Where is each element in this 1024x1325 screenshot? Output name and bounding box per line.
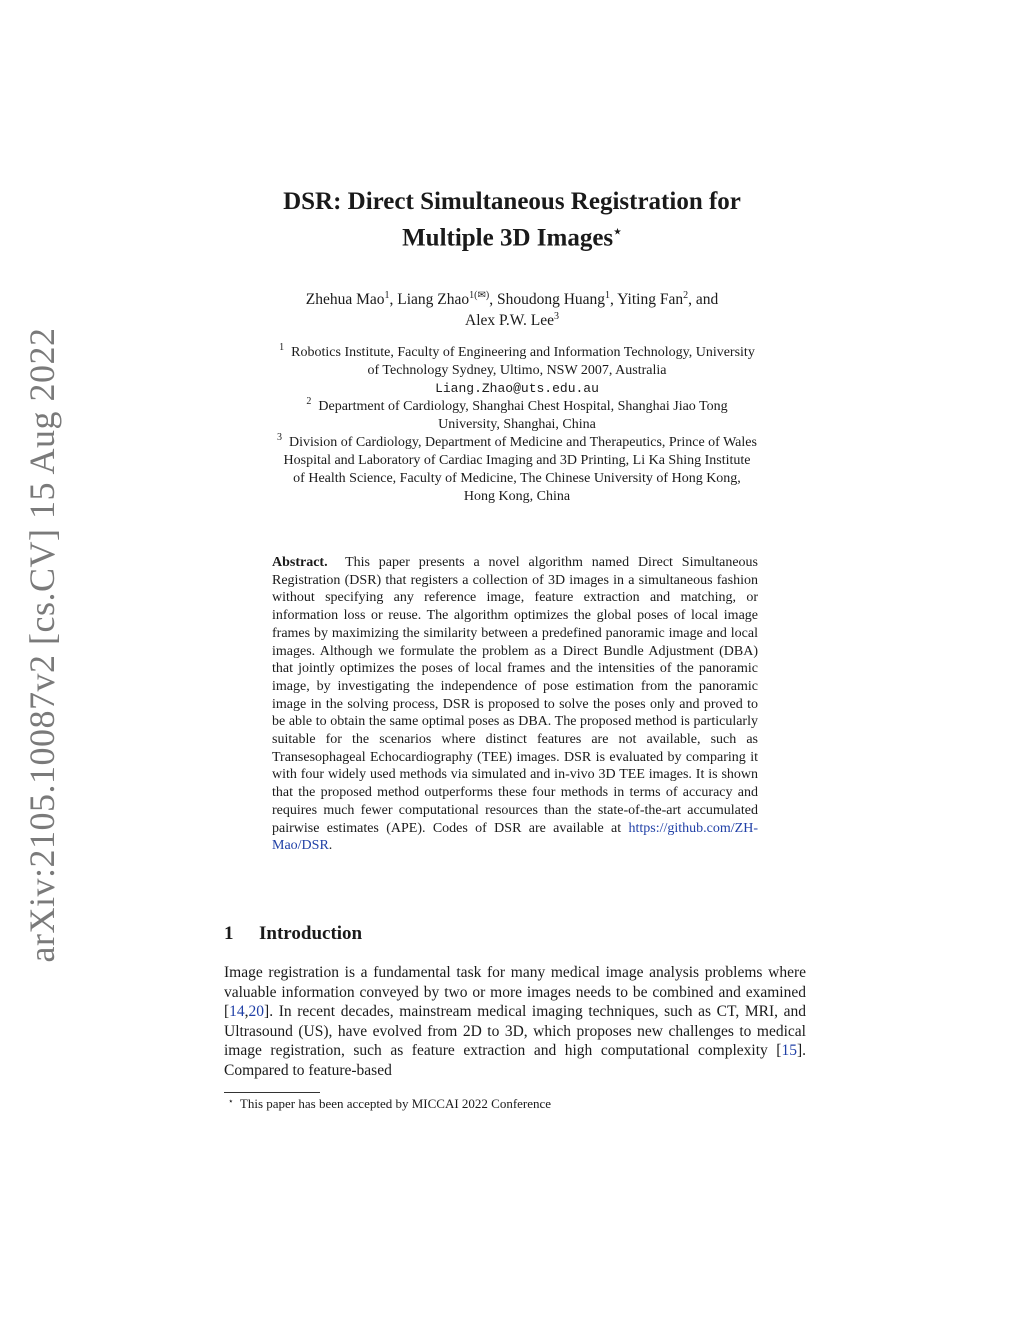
- affiliation-2-line-2: University, Shanghai, China: [438, 417, 596, 432]
- introduction-paragraph: [224, 963, 806, 1080]
- affiliation-3-line-3: of Health Science, Faculty of Medicine, The Chinese University of Hong Kong,: [293, 471, 741, 486]
- author-mao: Zhehua Mao: [305, 291, 385, 308]
- section-heading-introduction: [224, 923, 362, 945]
- title-line-1: DSR: Direct Simultaneous Registration for: [283, 188, 741, 215]
- affiliation-2-number: 2: [306, 396, 312, 407]
- footnote-mark: ⋆: [228, 1096, 234, 1106]
- affiliation-3-line-4: Hong Kong, China: [463, 489, 571, 504]
- intro-text-3: ]. Compared to feature-based: [224, 1042, 806, 1079]
- author-list: [222, 289, 802, 331]
- affiliation-1-line-2: of Technology Sydney, Ultimo, NSW 2007, Australia: [367, 363, 667, 378]
- affiliation-1-line-1: [222, 344, 812, 362]
- author-zhao: , Liang Zhao: [389, 291, 470, 308]
- affiliation-3-number: 3: [277, 432, 283, 443]
- citation-15[interactable]: 15: [781, 1042, 797, 1059]
- title-line-2-text: Multiple 3D Images: [402, 224, 614, 252]
- author-huang-affil: 1: [605, 290, 611, 301]
- abstract-body: This paper presents a novel algorithm named Direct Simultaneous Registration (DSR) that registers a collection of 3D images in a simultaneous fashion without specifying any reference image, feature extraction and matching, or information loss or reuse. The algorithm optimizes the global poses of local image frames by maximizing the similarity between a predefined panoramic image and local images. Although we formulate the problem as a Direct Bundle Adjustment (DBA) that jointly optimizes the poses of local frames and the intensities of the panoramic image, by investigating the independence of pose estimation from the panoramic image in the solving process, DSR is proposed to solve the poses only and proved to be able to obtain the same optimal poses as DBA. The proposed method is particularly suitable for the scenarios where distinct features are not available, such as Transesophageal Echocardiography (TEE) images. DSR is evaluated by comparing it with four widely used methods via simulated and in-vivo 3D TEE images. It is shown that the proposed method outperforms these four methods in terms of accuracy and requires much fewer computational resources than the state-of-the-art accumulated pairwise estimates (APE). Codes of DSR are available at: [272, 555, 758, 836]
- citation-separator: ,: [244, 1003, 249, 1020]
- corresponding-email[interactable]: Liang.Zhao@uts.edu.au: [435, 381, 599, 396]
- footnote-text: This paper has been accepted by MICCAI 2022 Conference: [239, 1096, 552, 1111]
- author-lee: Alex P.W. Lee: [465, 312, 554, 329]
- paper-title: [212, 186, 812, 253]
- affiliation-2-line-1: [222, 398, 812, 416]
- title-line-2: [212, 217, 812, 253]
- author-mao-affil: 1: [384, 290, 390, 301]
- intro-text-1: Image registration is a fundamental task for many medical image analysis problems where valuable information conveyed by two or more images needs to be combined and examined [: [224, 964, 806, 1020]
- authors-line-2: [222, 310, 802, 331]
- abstract-label: Abstract.: [272, 555, 328, 570]
- section-title: Introduction: [259, 923, 363, 944]
- author-conjunction: , and: [688, 291, 719, 308]
- arxiv-identifier-stamp: arXiv:2105.10087v2 [cs.CV] 15 Aug 2022: [22, 327, 62, 963]
- code-repository-link[interactable]: https://github.com/ZH-Mao/DSR: [272, 820, 758, 854]
- affiliations: [222, 344, 812, 506]
- affiliation-1-text: Robotics Institute, Faculty of Engineering and Information Technology, University: [291, 345, 755, 360]
- section-number: 1: [224, 923, 234, 944]
- affiliation-3-line-1: [222, 434, 812, 452]
- authors-line-1: [222, 289, 802, 310]
- title-footnote-mark: ⋆: [613, 225, 622, 240]
- abstract: [272, 554, 758, 855]
- intro-text-2: ]. In recent decades, mainstream medical imaging techniques, such as CT, MRI, and Ultrasound (US), have evolved from 2D to 3D, which proposes new challenges to medical image registration, such as feature extraction and high computational complexity [: [224, 1003, 806, 1059]
- citation-14[interactable]: 14: [229, 1003, 245, 1020]
- author-huang: , Shoudong Huang: [489, 291, 606, 308]
- footnote-rule: [224, 1092, 320, 1093]
- affiliation-2-text: Department of Cardiology, Shanghai Chest Hospital, Shanghai Jiao Tong: [318, 399, 728, 414]
- affiliation-3-line-2: Hospital and Laboratory of Cardiac Imaging and 3D Printing, Li Ka Shing Institute: [283, 453, 751, 468]
- author-fan-affil: 2: [683, 290, 689, 301]
- affiliation-1-number: 1: [279, 342, 285, 353]
- author-fan: , Yiting Fan: [610, 291, 684, 308]
- citation-20[interactable]: 20: [248, 1003, 265, 1020]
- affiliation-3-text: Division of Cardiology, Department of Medicine and Therapeutics, Prince of Wales: [289, 435, 757, 450]
- author-zhao-affil: 1(✉): [469, 290, 490, 301]
- author-lee-affil: 3: [553, 311, 559, 322]
- abstract-end: .: [328, 838, 333, 854]
- footnote: [228, 1096, 551, 1112]
